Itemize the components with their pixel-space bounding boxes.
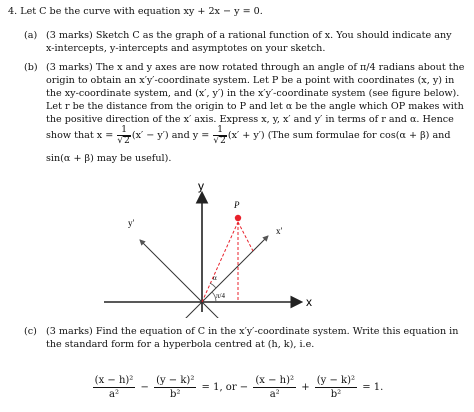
sqrt-radicand: 2 bbox=[124, 136, 130, 146]
part-a-line-2: x-intercepts, y-intercepts and asymptotes on your sketch. bbox=[46, 43, 326, 54]
x-prime-label: x′ bbox=[276, 226, 283, 236]
rotated-axes-figure bbox=[100, 178, 340, 318]
fraction-numerator: 1 bbox=[213, 125, 226, 136]
part-b-line-1: (3 marks) The x and y axes are now rotated through an angle of π/4 radians about the bbox=[46, 62, 465, 73]
part-b-line-6 bbox=[46, 125, 451, 147]
plus-sign: + bbox=[301, 382, 310, 393]
part-a-label: (a) bbox=[24, 30, 38, 41]
part-c-line-2: the standard form for a hyperbola centred at (h, k), i.e. bbox=[46, 339, 315, 350]
fraction-numerator: 1 bbox=[117, 125, 130, 136]
sqrt-sign: √ bbox=[213, 136, 220, 146]
fraction-one-over-root-two-2 bbox=[213, 125, 226, 146]
op-segment bbox=[202, 222, 238, 302]
part-b-label: (b) bbox=[24, 62, 38, 73]
angle-label: π/4 bbox=[216, 292, 225, 300]
alpha-label: α bbox=[213, 274, 217, 282]
sqrt-sign: √ bbox=[117, 136, 124, 146]
part-c-line-1: (3 marks) Find the equation of C in the x′y′-coordinate system. Write this equation in bbox=[46, 326, 459, 337]
fraction-denominator bbox=[213, 136, 226, 146]
term-2: $\frac{\text{(y − k)²}}{\text{b²}}$ bbox=[156, 375, 195, 400]
angle-arc-alpha bbox=[210, 283, 216, 288]
fraction-denominator bbox=[117, 136, 130, 146]
sqrt-radicand: 2 bbox=[220, 136, 226, 146]
part-a-line-1: (3 marks) Sketch C as the graph of a rational function of x. You should indicate any bbox=[46, 30, 452, 41]
problem-intro: Let C be the curve with equation xy + 2x − y = 0. bbox=[20, 6, 263, 17]
y-prime-label: y′ bbox=[128, 218, 135, 228]
equals-one: = 1. bbox=[362, 382, 384, 393]
hyperbola-standard-forms bbox=[0, 374, 474, 401]
show-prefix: show that x = bbox=[46, 130, 114, 141]
p-label: P bbox=[234, 200, 240, 210]
part-b-line-3: the xy-coordinate system, and (x′, y′) in the x′y′-coordinate system (see figure below). bbox=[46, 88, 460, 99]
point-p bbox=[235, 215, 241, 221]
part-b-line-5: the positive direction of the x′ axis. Express x, y, x′ and y′ in terms of r and α. Hence bbox=[46, 114, 454, 125]
expression-1: (x′ − y′) and y = bbox=[131, 130, 210, 141]
p-projection-to-x-prime-axis bbox=[238, 222, 253, 251]
part-c-label: (c) bbox=[24, 326, 37, 337]
part-b-line-2: origin to obtain an x′y′-coordinate system. Let P be a point with coordinates (x, y) in bbox=[46, 75, 455, 86]
part-b-line-7: sin(α + β) may be useful). bbox=[46, 153, 172, 164]
term-4: $\frac{\text{(y − k)²}}{\text{b²}}$ bbox=[316, 375, 356, 400]
expression-2: (x′ + y′) (The sum formulae for cos(α + β) and bbox=[227, 130, 451, 141]
x-axis-label: x bbox=[306, 295, 312, 309]
term-3: $\frac{\text{(x − h)²}}{\text{a²}}$ bbox=[255, 375, 294, 400]
fraction-one-over-root-two bbox=[117, 125, 130, 146]
equals-or: = 1, or − bbox=[201, 382, 249, 393]
part-b-line-4: Let r be the distance from the origin to P and let α be the angle which OP makes with bbox=[46, 101, 464, 112]
term-1: $\frac{\text{(x − h)²}}{\text{a²}}$ bbox=[94, 375, 134, 400]
y-axis-label: y bbox=[198, 179, 204, 193]
problem-number: 4. bbox=[8, 6, 18, 17]
minus-sign: − bbox=[140, 382, 149, 393]
